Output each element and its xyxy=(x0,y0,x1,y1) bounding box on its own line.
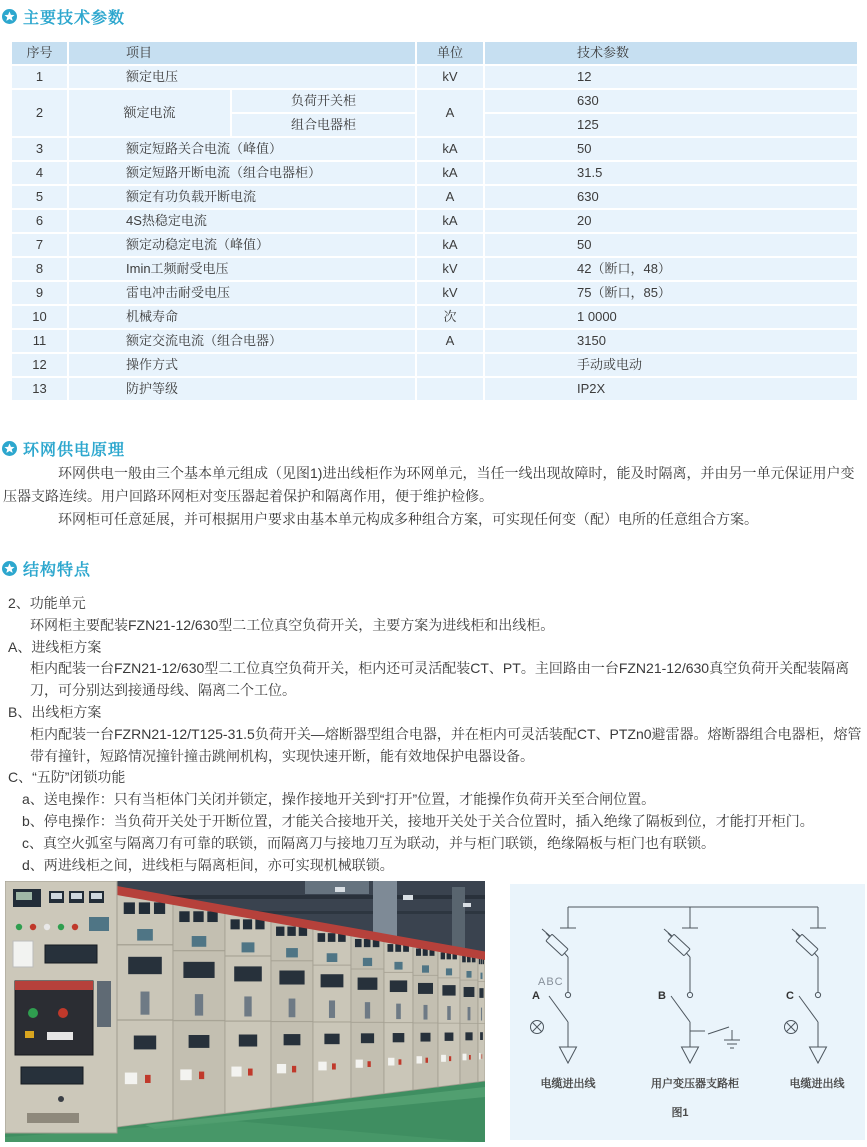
structure-line: c、真空火弧室与隔离刀有可靠的联锁，而隔离刀与接地刀互为联动，并与柜门联锁，绝缘隔板与柜门也有联锁。 xyxy=(22,834,715,851)
cell-item: Imin工频耐受电压 xyxy=(68,257,416,281)
lamp-icon xyxy=(785,1021,798,1034)
structure-line: a、送电操作：只有当柜体门关闭并锁定，操作接地开关到“打开”位置，才能操作负荷开关至合闸位置。 xyxy=(22,791,656,808)
cell-no: 11 xyxy=(11,329,68,353)
cell-no: 13 xyxy=(11,377,68,401)
cell-unit: A xyxy=(416,329,484,353)
cell-val: IP2X xyxy=(484,377,858,401)
table-row xyxy=(11,89,858,113)
cell-unit: kV xyxy=(416,65,484,89)
structure-line: 柜内配装一台FZRN21-12/T125-31.5负荷开关—熔断器型组合电器，并在柜内可灵活装配CT、PTZn0避雷器。熔断器组合电器柜，熔管带有撞针，短路情况撞针撞击跳闸机构，实现快速开断，能有效地保护电器设备。 xyxy=(30,725,862,764)
star-icon xyxy=(2,9,17,24)
cell-val: 75（断口，85） xyxy=(484,281,858,305)
table-row xyxy=(11,137,858,161)
structure-line: b、停电操作：当负荷开关处于开断位置，才能关合接地开关，接地开关处于关合位置时，插入绝缘了隔板到位，才能打开柜门。 xyxy=(22,812,814,829)
star-icon xyxy=(2,561,17,576)
figure-caption: 图1 xyxy=(671,1107,689,1119)
cell-unit: 次 xyxy=(416,305,484,329)
cell-val: 630 xyxy=(484,89,858,113)
cell-val: 31.5 xyxy=(484,161,858,185)
cell-no: 2 xyxy=(11,89,68,137)
structure-line: 2、功能单元 xyxy=(8,595,86,611)
cell-item: 4S热稳定电流 xyxy=(68,209,416,233)
diagram-label-abc: ABC xyxy=(538,976,564,988)
cell-sub: 负荷开关柜 xyxy=(231,89,416,113)
cell-item: 额定交流电流（组合电器） xyxy=(68,329,416,353)
table-row xyxy=(11,329,858,353)
cell-val: 50 xyxy=(484,137,858,161)
table-row xyxy=(11,161,858,185)
cell-item: 额定动稳定电流（峰值） xyxy=(68,233,416,257)
cell-no: 7 xyxy=(11,233,68,257)
structure-line: C、“五防”闭锁功能 xyxy=(8,769,126,786)
table-row xyxy=(11,281,858,305)
cell-item: 额定短路关合电流（峰值） xyxy=(68,137,416,161)
cell-val: 1 0000 xyxy=(484,305,858,329)
cell-val: 20 xyxy=(484,209,858,233)
switchgear-photo xyxy=(5,881,485,1142)
cell-no: 4 xyxy=(11,161,68,185)
cell-no: 12 xyxy=(11,353,68,377)
diagram-label-branch-b: B xyxy=(658,990,666,1002)
cell-unit: A xyxy=(416,89,484,137)
diagram-label-branch-a: A xyxy=(532,990,540,1002)
cell-unit xyxy=(416,377,484,401)
cell-unit: kV xyxy=(416,257,484,281)
cell-unit xyxy=(416,353,484,377)
section-heading-principle xyxy=(2,437,125,460)
star-icon xyxy=(2,441,17,456)
cell-no: 3 xyxy=(11,137,68,161)
section-title-params: 主要技术参数 xyxy=(23,10,126,27)
cell-unit: kA xyxy=(416,233,484,257)
cell-no: 8 xyxy=(11,257,68,281)
circuit-diagram-figure1 xyxy=(510,884,865,1140)
paragraph: 环网供电一般由三个基本单元组成（见图1)进出线柜作为环网单元，当任一线出现故障时，能及时隔离，并由另一单元保证用户变压器支路连续。用户回路环网柜对变压器起着保护和隔离作用，便于维护检修。 xyxy=(3,465,855,504)
cell-item: 防护等级 xyxy=(68,377,416,401)
cell-no: 6 xyxy=(11,209,68,233)
diagram-caption-branch-a: 电缆进出线 xyxy=(540,1078,596,1090)
paragraph: 环网柜可任意延展，并可根据用户要求由基本单元构成多种组合方案，可实现任何变（配）电所的任意组合方案。 xyxy=(58,511,758,527)
section-title-principle: 环网供电原理 xyxy=(23,442,126,459)
diagram-label-branch-c: C xyxy=(786,990,794,1002)
diagram-caption-branch-b: 用户变压器支路柜 xyxy=(651,1078,739,1090)
cell-sub: 组合电器柜 xyxy=(231,113,416,137)
structure-line: d、两进线柜之间，进线柜与隔离柜间，亦可实现机械联锁。 xyxy=(22,856,394,873)
cell-unit: kA xyxy=(416,137,484,161)
tech-params-table xyxy=(10,40,859,402)
structure-line: 环网柜主要配装FZN21-12/630型二工位真空负荷开关，主要方案为进线柜和出线柜。 xyxy=(30,616,555,633)
cell-val: 12 xyxy=(484,65,858,89)
cell-no: 5 xyxy=(11,185,68,209)
table-row xyxy=(11,209,858,233)
table-row xyxy=(11,65,858,89)
cell-no: 1 xyxy=(11,65,68,89)
table-row xyxy=(11,353,858,377)
cell-item: 操作方式 xyxy=(68,353,416,377)
cell-item2: 额定电流 xyxy=(68,89,231,137)
lamp-icon xyxy=(531,1021,544,1034)
table-row xyxy=(11,233,858,257)
structure-line: B、出线柜方案 xyxy=(8,703,102,720)
cell-val: 630 xyxy=(484,185,858,209)
cell-no: 9 xyxy=(11,281,68,305)
structure-line: A、进线柜方案 xyxy=(8,638,102,655)
cell-unit: A xyxy=(416,185,484,209)
col-header-no: 序号 xyxy=(11,41,68,65)
section-heading-params xyxy=(2,5,125,28)
cell-val: 3150 xyxy=(484,329,858,353)
cell-val: 50 xyxy=(484,233,858,257)
cell-item: 额定短路开断电流（组合电器柜） xyxy=(68,161,416,185)
col-header-item: 项目 xyxy=(68,41,416,65)
cell-val: 125 xyxy=(484,113,858,137)
structure-line: 柜内配装一台FZN21-12/630型二工位真空负荷开关，柜内还可灵活配装CT、PT。主回路由一台FZN21-12/630真空负荷开关配装隔离刀，可分别达到接通母线、隔离二个工位。 xyxy=(30,660,850,699)
section-heading-structure xyxy=(2,557,91,580)
cell-unit: kA xyxy=(416,209,484,233)
section-title-structure: 结构特点 xyxy=(23,562,92,579)
cell-item: 额定有功负载开断电流 xyxy=(68,185,416,209)
diagram-background xyxy=(510,884,865,1140)
cell-val: 手动或电动 xyxy=(484,353,858,377)
cell-unit: kA xyxy=(416,161,484,185)
cell-no: 10 xyxy=(11,305,68,329)
table-row xyxy=(11,185,858,209)
cell-val: 42（断口，48） xyxy=(484,257,858,281)
switchgear-photo-image xyxy=(5,881,485,1142)
structure-feature-list xyxy=(0,593,862,876)
table-row xyxy=(11,257,858,281)
table-header-row xyxy=(11,41,858,65)
diagram-caption-branch-c: 电缆进出线 xyxy=(789,1078,845,1090)
cell-item: 机械寿命 xyxy=(68,305,416,329)
col-header-value: 技术参数 xyxy=(484,41,858,65)
table-row xyxy=(11,305,858,329)
col-header-unit: 单位 xyxy=(416,41,484,65)
cell-unit: kV xyxy=(416,281,484,305)
principle-paragraphs xyxy=(3,462,859,531)
cell-item: 雷电冲击耐受电压 xyxy=(68,281,416,305)
cell-item: 额定电压 xyxy=(68,65,416,89)
table-row xyxy=(11,377,858,401)
